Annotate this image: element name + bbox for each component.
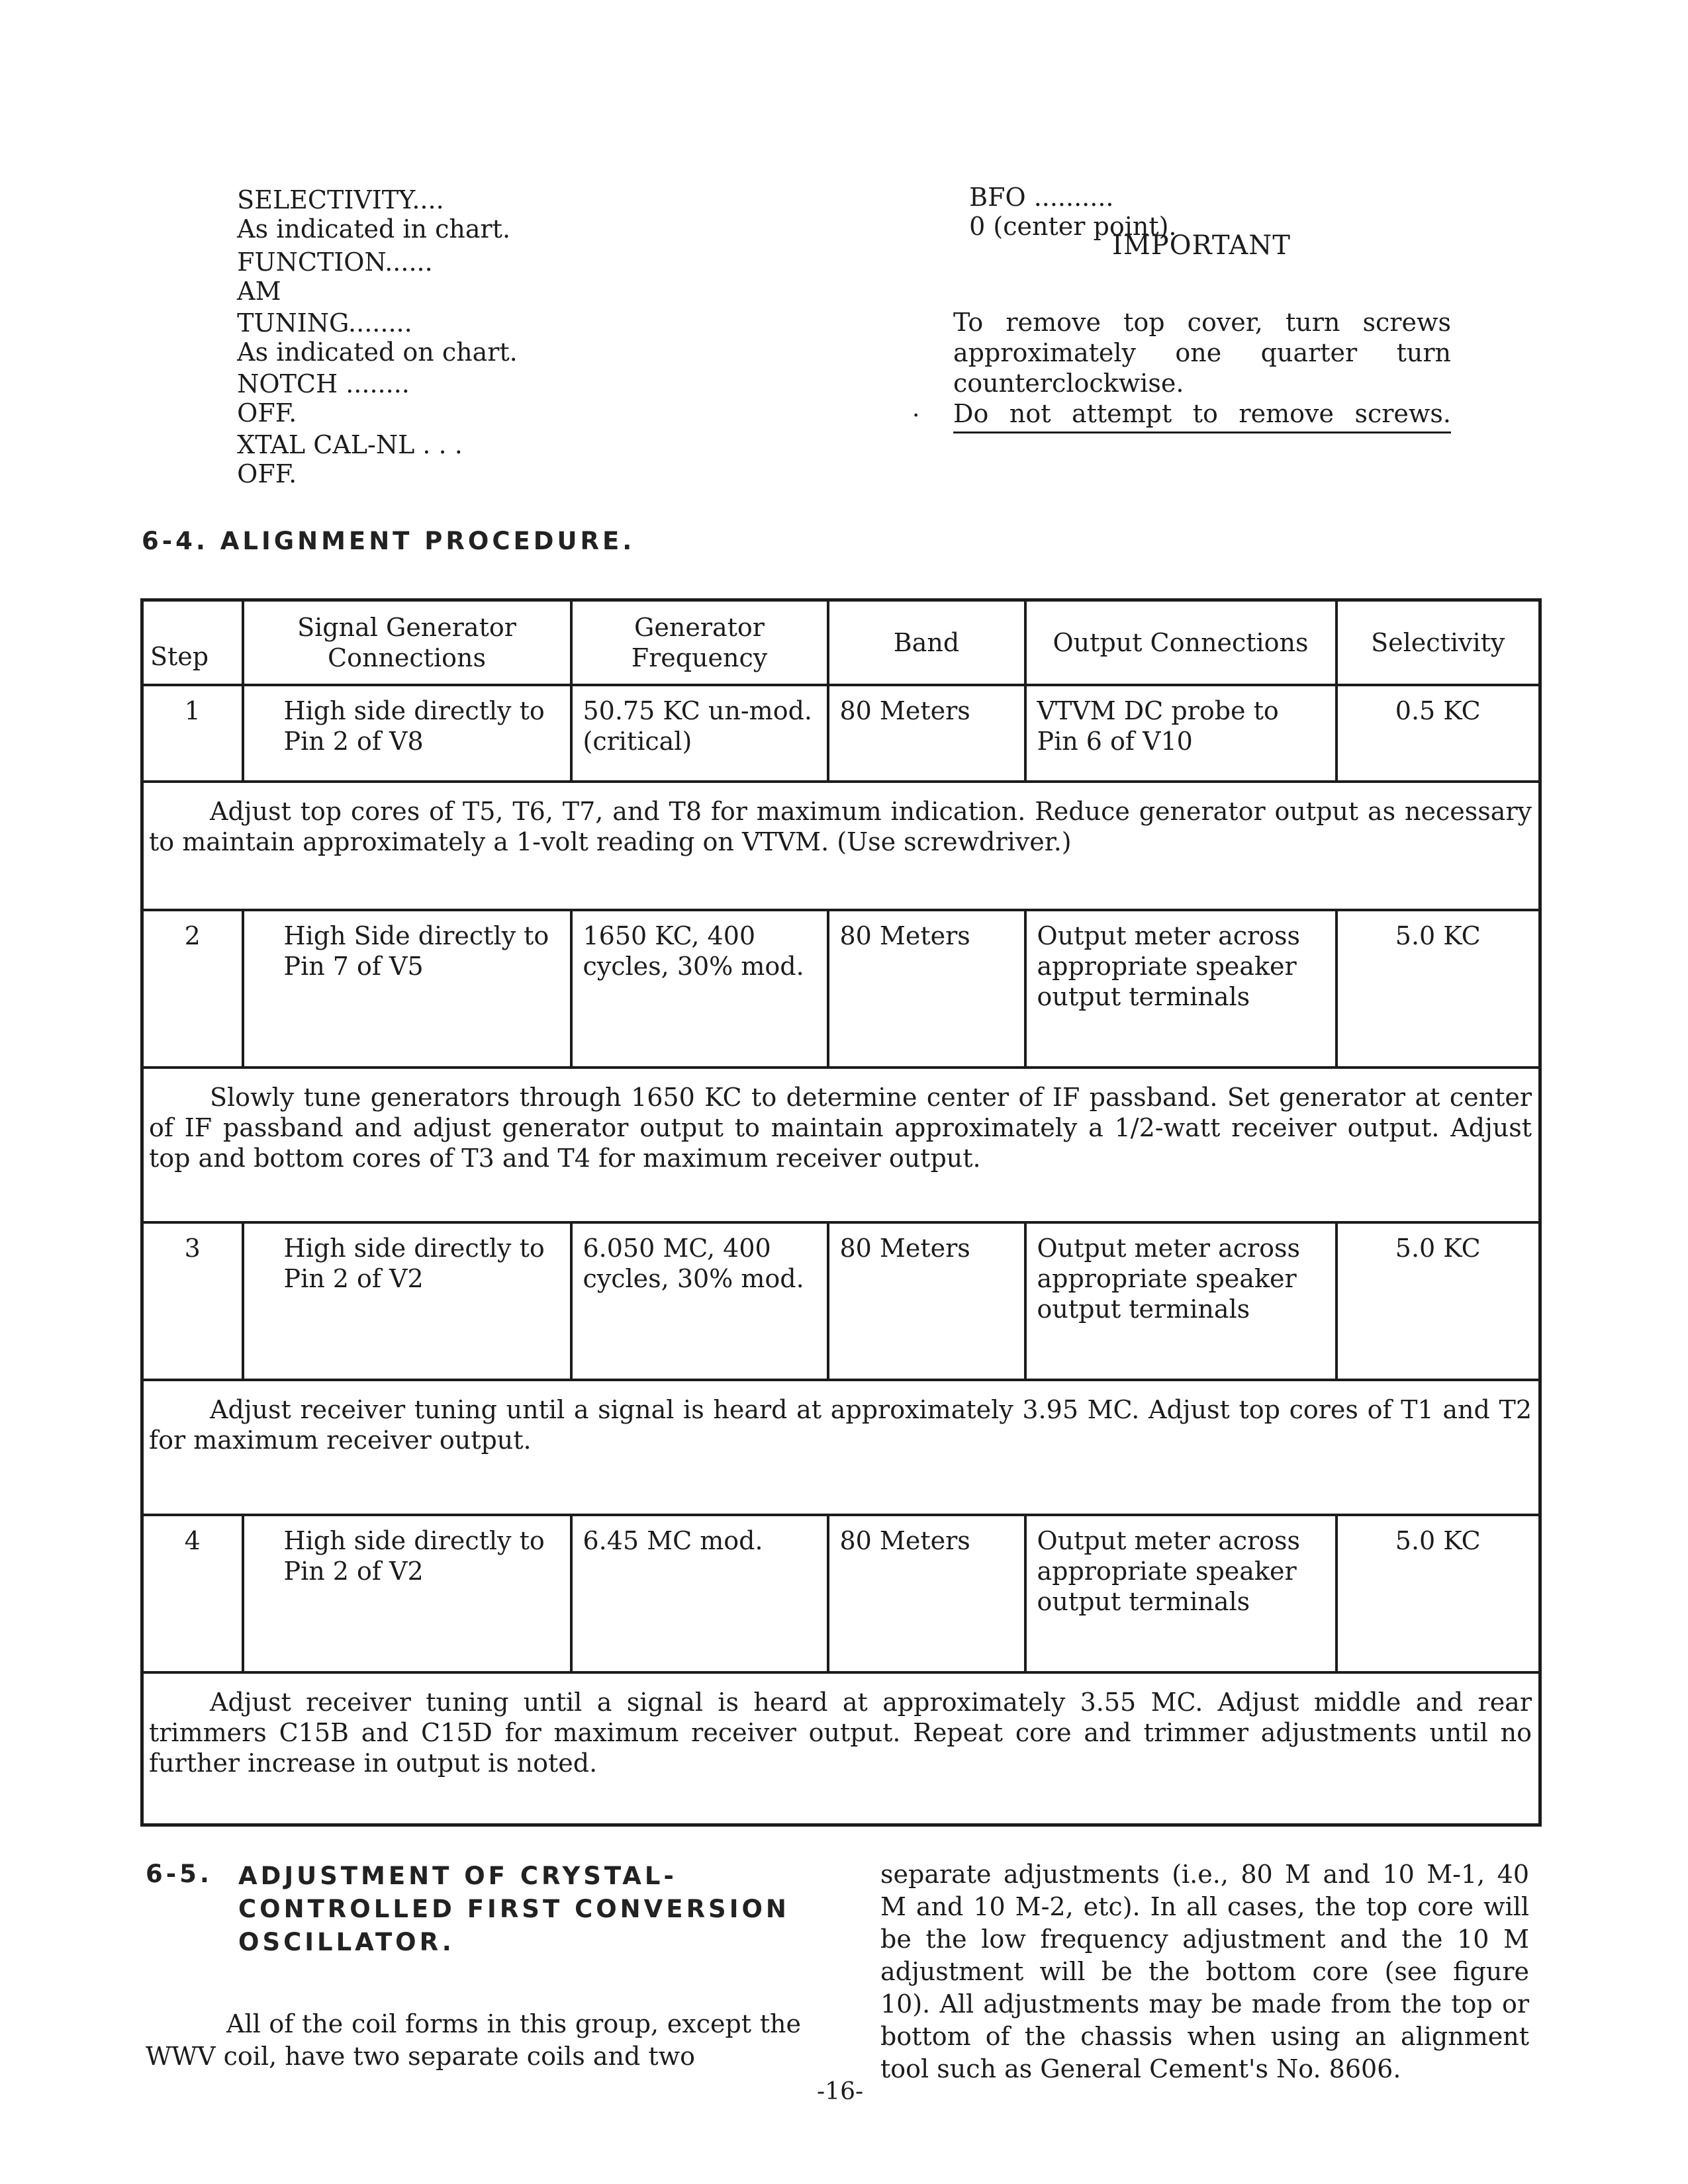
table-row	[142, 1222, 1540, 1380]
table-note-row	[142, 1672, 1540, 1825]
table-note-row	[142, 782, 1540, 910]
header-band: Band	[828, 600, 1025, 686]
header-selectivity: Selectivity	[1336, 600, 1540, 686]
band: 80 Meters	[828, 910, 1025, 1068]
band: 80 Meters	[828, 1222, 1025, 1380]
generator-frequency: 50.75 KC un-mod. (critical)	[571, 685, 828, 782]
heading-line: OSCILLATOR.	[238, 1928, 455, 1956]
signal-generator-connection: High side directly to Pin 2 of V8	[243, 685, 571, 782]
setting-label: FUNCTION......	[237, 248, 433, 277]
paragraph-left-column: All of the coil forms in this group, except the WWV coil, have two separate coils and two	[146, 2009, 801, 2071]
output-connection: VTVM DC probe to Pin 6 of V10	[1025, 685, 1336, 782]
header-step: Step	[142, 600, 243, 686]
setting-label: TUNING........	[237, 308, 412, 338]
table-row	[142, 1515, 1540, 1672]
step-number: 1	[142, 685, 243, 782]
setting-label: SELECTIVITY....	[237, 185, 444, 214]
band: 80 Meters	[828, 685, 1025, 782]
generator-frequency: 6.45 MC mod.	[571, 1515, 828, 1672]
important-instruction: To remove top cover, turn screws approximately one quarter turn counterclockwise.	[953, 308, 1451, 398]
section-number-6-5: 6-5.	[146, 1860, 212, 1888]
step-number: 4	[142, 1515, 243, 1672]
header-output-connections: Output Connections	[1025, 600, 1336, 686]
header-generator-frequency: Generator Frequency	[571, 600, 828, 686]
setting-value: As indicated on chart.	[237, 338, 518, 367]
signal-generator-connection: High side directly to Pin 2 of V2	[243, 1222, 571, 1380]
output-connection: Output meter across appropriate speaker output terminals	[1025, 1515, 1336, 1672]
signal-generator-connection: High side directly to Pin 2 of V2	[243, 1515, 571, 1672]
heading-line: ADJUSTMENT OF CRYSTAL-	[238, 1862, 677, 1890]
setting-value: 0 (center point).	[969, 212, 1177, 241]
table-row	[142, 910, 1540, 1068]
table-header-row	[142, 600, 1540, 686]
important-title: IMPORTANT	[1112, 230, 1291, 261]
generator-frequency: 1650 KC, 400 cycles, 30% mod.	[571, 910, 828, 1068]
step-note	[142, 1380, 1540, 1515]
setting-value: AM	[237, 277, 281, 306]
step-note-text: Adjust top cores of T5, T6, T7, and T8 for maximum indication. Reduce generator output as necessary to maintain approximately a 1-volt reading on VTVM. (Use screwdriver.)	[149, 797, 1532, 856]
step-note	[142, 1068, 1540, 1222]
generator-frequency: 6.050 MC, 400 cycles, 30% mod.	[571, 1222, 828, 1380]
signal-generator-connection: High Side directly to Pin 7 of V5	[243, 910, 571, 1068]
output-connection: Output meter across appropriate speaker output terminals	[1025, 1222, 1336, 1380]
step-note-text: Adjust receiver tuning until a signal is heard at approximately 3.55 MC. Adjust middle and rear trimmers C15B and C15D for maximum receiver output. Repeat core and trimmer adjustments until no further increase in output is noted.	[149, 1688, 1532, 1778]
page-number: -16-	[817, 2078, 864, 2105]
bullet-mark: ·	[912, 402, 920, 430]
heading-line: CONTROLLED FIRST CONVERSION	[238, 1895, 790, 1923]
setting-label: NOTCH ........	[237, 369, 410, 398]
step-note	[142, 1672, 1540, 1825]
setting-label: XTAL CAL-NL . . .	[237, 430, 463, 459]
setting-value: OFF.	[237, 398, 297, 428]
important-warning: Do not attempt to remove screws.	[953, 398, 1451, 433]
selectivity: 0.5 KC	[1336, 685, 1540, 782]
output-connection: Output meter across appropriate speaker output terminals	[1025, 910, 1336, 1068]
setting-bfo	[953, 154, 1177, 241]
table-note-row	[142, 1068, 1540, 1222]
alignment-table	[140, 598, 1542, 1827]
setting-xtal-cal-nl	[221, 401, 463, 488]
setting-label: BFO ..........	[969, 183, 1114, 212]
section-heading-6-4: 6-4. ALIGNMENT PROCEDURE.	[142, 527, 635, 555]
step-note-text: Adjust receiver tuning until a signal is heard at approximately 3.95 MC. Adjust top cores of T1 and T2 for maximum receiver output.	[149, 1395, 1532, 1455]
table-row	[142, 685, 1540, 782]
step-note-text: Slowly tune generators through 1650 KC to determine center of IF passband. Set generator at center of IF passband and adjust generator output to maintain approximately a 1/2-watt receiver output. Adjust top and bottom cores of T3 and T4 for maximum receiver output.	[149, 1083, 1532, 1173]
paragraph-right-column: separate adjustments (i.e., 80 M and 10 M-1, 40 M and 10 M-2, etc). In all cases, the top core will be the low frequency adjustment and the 10 M adjustment will be the bottom core (see figure 10). All adjustments may be made from the top or bottom of the chassis when using an alignment tool such as General Cement's No. 8606.	[880, 1860, 1529, 2083]
selectivity: 5.0 KC	[1336, 1222, 1540, 1380]
step-note	[142, 782, 1540, 910]
setting-value: OFF.	[237, 459, 297, 488]
band: 80 Meters	[828, 1515, 1025, 1672]
step-number: 2	[142, 910, 243, 1068]
section-heading-6-5	[238, 1860, 790, 1959]
step-number: 3	[142, 1222, 243, 1380]
selectivity: 5.0 KC	[1336, 910, 1540, 1068]
table-note-row	[142, 1380, 1540, 1515]
header-signal-generator: Signal Generator Connections	[243, 600, 571, 686]
setting-value: As indicated in chart.	[237, 214, 511, 244]
selectivity: 5.0 KC	[1336, 1515, 1540, 1672]
